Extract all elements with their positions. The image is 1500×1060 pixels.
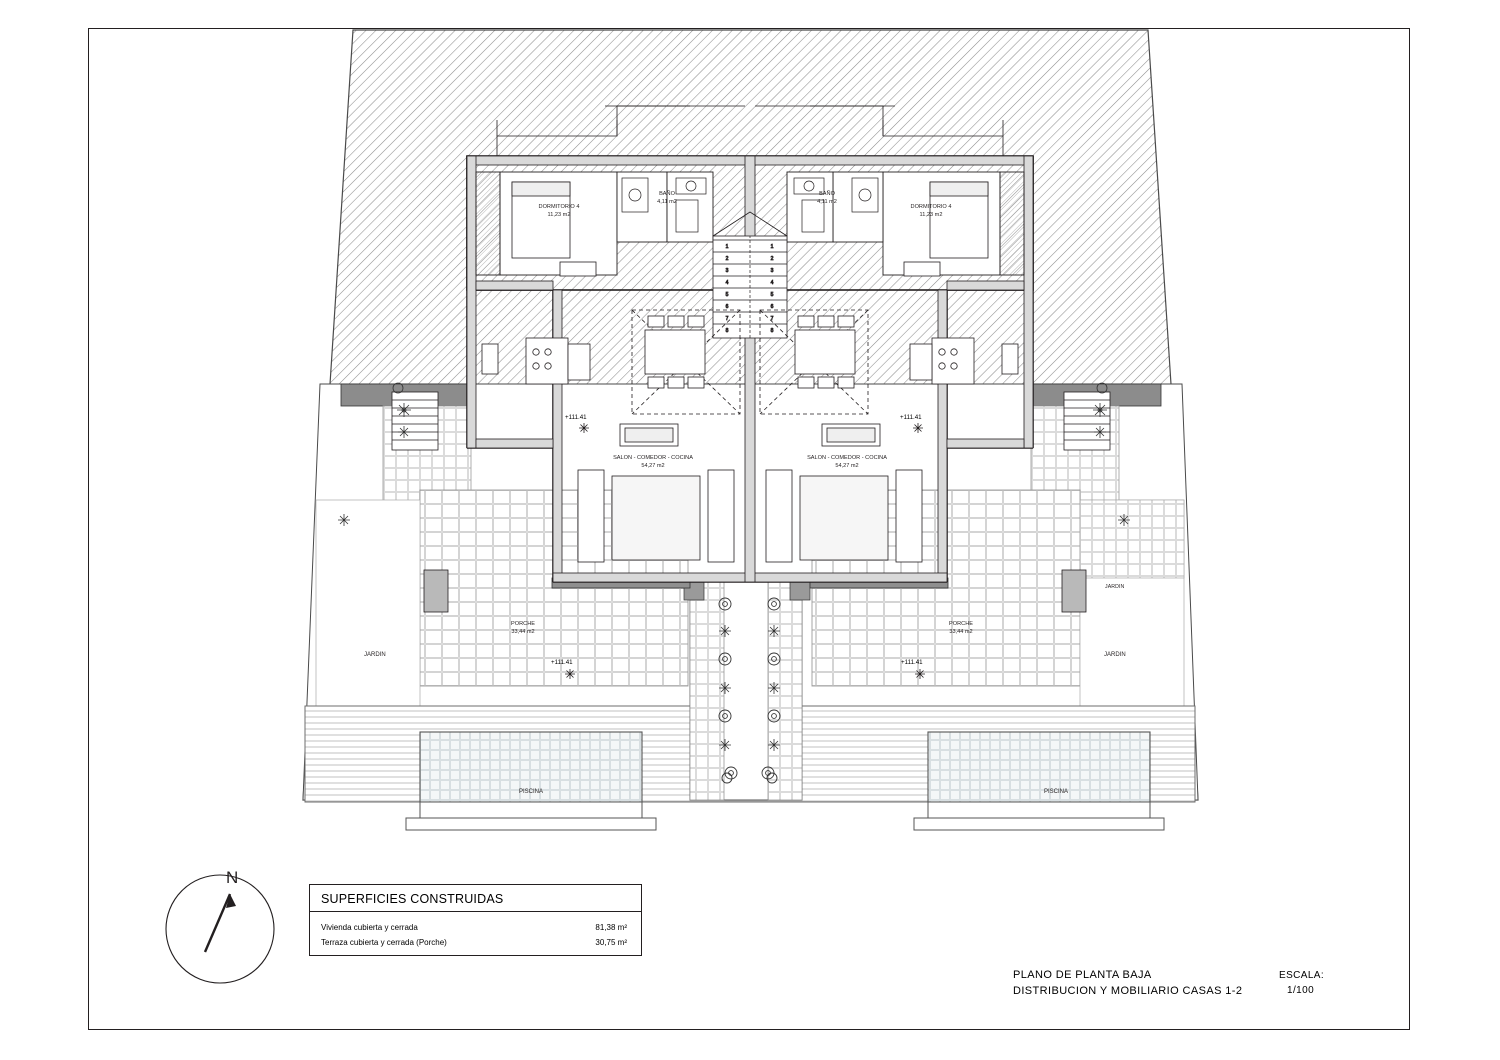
svg-text:4: 4 — [770, 280, 774, 286]
svg-text:6: 6 — [725, 304, 729, 310]
elevation-porch-right: +111.41 — [901, 659, 923, 666]
svg-text:3: 3 — [725, 268, 729, 274]
surface-row-value-0: 81,38 m² — [595, 923, 627, 932]
room-label-bath-left: BAÑO 4,11 m2 — [657, 191, 677, 206]
room-label-bath-right: BAÑO 4,11 m2 — [817, 191, 837, 206]
elevation-living-right: +111.41 — [900, 414, 922, 421]
room-label-garden-right-small: JARDIN — [1105, 584, 1125, 590]
svg-text:3: 3 — [770, 268, 774, 274]
room-label-pool-right: PISCINA — [1044, 789, 1069, 795]
sheet-title-line2: DISTRIBUCION Y MOBILIARIO CASAS 1-2 — [1013, 984, 1243, 997]
room-label-porch-left: PORCHE 33,44 m2 — [511, 621, 535, 636]
surfaces-title: SUPERFICIES CONSTRUIDAS — [321, 892, 504, 906]
svg-text:4: 4 — [725, 280, 729, 286]
room-label-living-left: SALON - COMEDOR - COCINA 54,27 m2 — [613, 455, 693, 470]
svg-text:8: 8 — [770, 328, 774, 334]
north-label: N — [226, 868, 239, 887]
scale-block — [1279, 968, 1324, 998]
svg-text:2: 2 — [770, 256, 774, 262]
svg-text:7: 7 — [725, 316, 729, 322]
scale-label: ESCALA: — [1279, 970, 1325, 981]
sheet-title — [1013, 968, 1242, 1000]
room-label-pool-left: PISCINA — [519, 789, 544, 795]
sheet-title-line1: PLANO DE PLANTA BAJA — [1013, 969, 1152, 981]
room-label-porch-right: PORCHE 33,44 m2 — [949, 621, 973, 636]
pool-left — [406, 732, 656, 830]
surfaces-table — [309, 884, 642, 956]
room-label-bedroom-right: DORMITORIO 4 11,23 m2 — [910, 204, 952, 219]
svg-text:1: 1 — [770, 244, 774, 250]
elevation-porch-left: +111.41 — [551, 659, 573, 666]
room-label-garden-left: JARDIN — [364, 652, 386, 658]
svg-text:5: 5 — [770, 292, 774, 298]
surface-row-label-1: Terraza cubierta y cerrada (Porche) — [321, 938, 447, 947]
surface-row-label-0: Vivienda cubierta y cerrada — [321, 923, 418, 932]
svg-text:1: 1 — [725, 244, 729, 250]
room-label-bedroom-left: DORMITORIO 4 11,23 m2 — [538, 204, 580, 219]
divider — [310, 911, 641, 912]
svg-text:2: 2 — [725, 256, 729, 262]
room-label-garden-right: JARDIN — [1104, 652, 1126, 658]
elevation-living-left: +111.41 — [565, 414, 587, 421]
north-compass — [166, 875, 274, 983]
svg-text:6: 6 — [770, 304, 774, 310]
room-label-living-right: SALON - COMEDOR - COCINA 54,27 m2 — [807, 455, 887, 470]
scale-value: 1/100 — [1287, 985, 1315, 996]
svg-text:7: 7 — [770, 316, 774, 322]
surface-row-value-1: 30,75 m² — [595, 938, 627, 947]
svg-text:5: 5 — [725, 292, 729, 298]
svg-text:8: 8 — [725, 328, 729, 334]
central-path — [684, 578, 810, 800]
pool-right — [914, 732, 1164, 830]
